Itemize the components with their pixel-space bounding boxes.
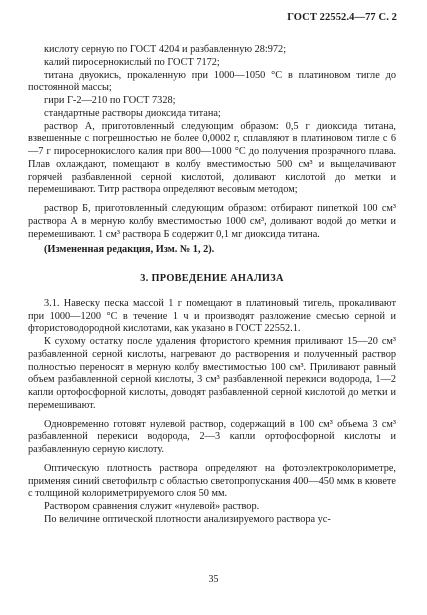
page-number: 35 [208, 574, 219, 585]
page-header: ГОСТ 22552.4—77 С. 2 [287, 12, 397, 23]
reagent-line: стандартные растворы диоксида титана; [44, 107, 221, 119]
body-paragraph: К сухому остатку после удаления фтористого кремния приливают 15—20 см³ разбавленной серной кислоты, нагревают до растворения и полученный раствор полностью переносят в мерную колбу вместимостью 100 см³. Приливают равный объем разбавленной серной кислоты, 3 см³ разбавленной перекиси водорода, 1—2 капли ортофосфорной кислоты, доводят разбавленной серной кислотой до метки и перемешивают. [28, 336, 396, 411]
reagent-line: калий пиросернокислый по ГОСТ 7172; [44, 56, 220, 68]
solution-b-paragraph: раствор Б, приготовленный следующим образом: отбирают пипеткой 100 см³ раствора А в мерную колбу вместимостью 1000 см³, доливают водой до метки и перемешивают. 1 см³ раствора Б содержит 0,1 мг диоксида титана. [28, 203, 396, 240]
reagent-line: кислоту серную по ГОСТ 4204 и разбавленную 28:972; [44, 44, 287, 55]
reagent-line: титана двуокись, прокаленную при 1000—1050 °С в платиновом тигле до постоянной массы; [28, 69, 396, 94]
body-paragraph: Одновременно готовят нулевой раствор, содержащий в 100 см³ объема 3 см³ разбавленной перекиси водорода, 2—3 капли ортофосфорной кислоты и разбавленную серную кислоту. [28, 418, 396, 455]
body-paragraph: 3.1. Навеску песка массой 1 г помещают в платиновый тигель, прокаливают при 1000—1200 °С в течение 1 ч и производят разложение смесью серной и фтористоводородной кислотами, как указано в ГОСТ 22552.1. [28, 297, 396, 335]
section-heading: 3. ПРОВЕДЕНИЕ АНАЛИЗА [140, 273, 284, 284]
solution-a-paragraph: раствор А, приготовленный следующим образом: 0,5 г диоксида титана, взвешенные с погрешностью не более 0,0002 г, сплавляют в платиновом тигле с 6—7 г пиросернокислого калия при 800—1000 °С до получения прозрачного плава. Плав охлаждают, помещают в колбу вместимостью 500 см³ и выщелачивают горячей разбавленной серной кислотой, доливают кислотой до метки и перемешивают. Титр раствора определяют весовым методом; [28, 120, 396, 196]
document-body [28, 44, 396, 527]
body-paragraph: Раствором сравнения служит «нулевой» раствор. [44, 501, 260, 512]
reagent-line: гири Г-2—210 по ГОСТ 7328; [44, 95, 176, 106]
amendment-note: (Измененная редакция, Изм. № 1, 2). [44, 244, 215, 256]
body-paragraph: По величине оптической плотности анализируемого раствора ус- [44, 513, 331, 525]
body-paragraph: Оптическую плотность раствора определяют на фотоэлектроколориметре, применяя синий светофильтр с областью светопропускания 400—450 ммк в кювете с толщиной колориметрируемого слоя 50 мм. [28, 462, 396, 500]
